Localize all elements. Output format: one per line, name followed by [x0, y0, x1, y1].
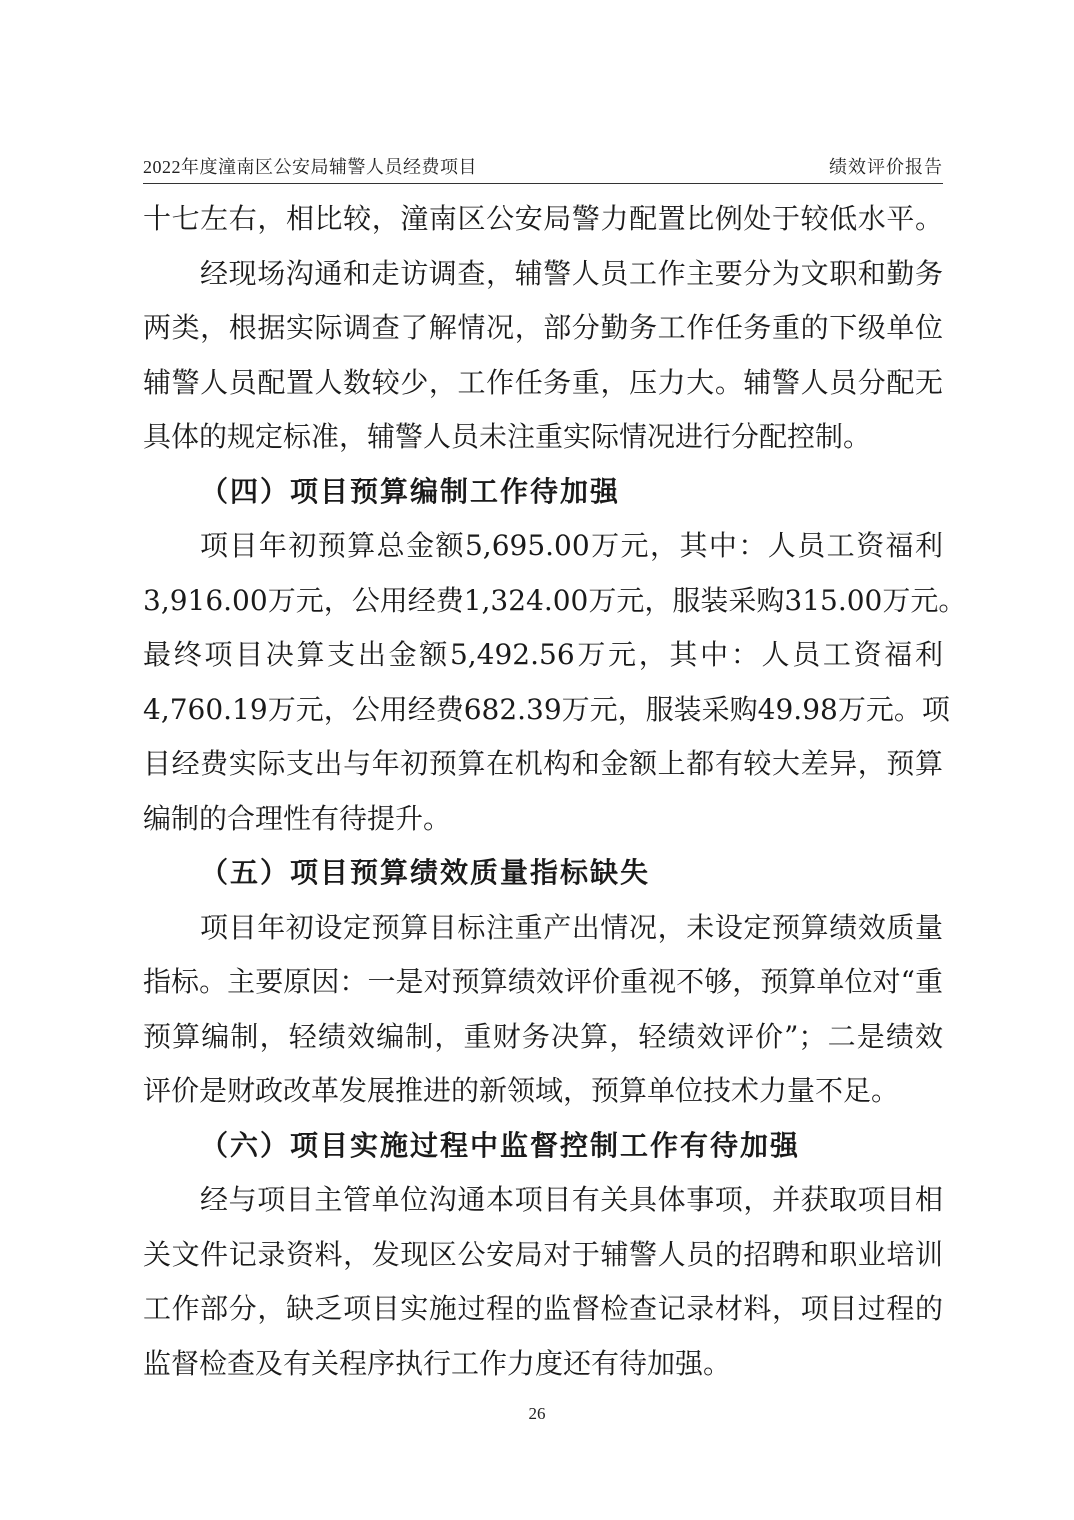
text-line: 项目年初设定预算目标注重产出情况，未设定预算绩效质量: [200, 910, 943, 944]
section-heading-4: （四）项目预算编制工作待加强: [200, 474, 621, 508]
text-line: 评价是财政改革发展推进的新领域，预算单位技术力量不足。: [143, 1074, 900, 1107]
text-line: 编制的合理性有待提升。: [143, 801, 452, 835]
text-line: 工作部分，缺乏项目实施过程的监督检查记录材料，项目过程的: [143, 1292, 943, 1325]
text-line: 十七左右，相比较，潼南区公安局警力配置比例处于较低水平。: [143, 202, 943, 235]
text-line: 辅警人员配置人数较少，工作任务重，压力大。辅警人员分配无: [143, 365, 943, 399]
section-heading-6: （六）项目实施过程中监督控制工作有待加强: [200, 1128, 801, 1162]
text-line: 指标。主要原因：一是对预算绩效评价重视不够，预算单位对“重: [143, 965, 943, 998]
text-line: 关文件记录资料，发现区公安局对于辅警人员的招聘和职业培训: [143, 1237, 943, 1271]
body-text: [143, 192, 967, 1391]
page-number: 26: [528, 1404, 546, 1423]
text-line: 最终项目决算支出金额5,492.56万元，其中：人员工资福利: [143, 638, 943, 671]
running-header: [143, 153, 943, 185]
header-report-type: 绩效评价报告: [829, 157, 943, 177]
text-line: 预算编制，轻绩效编制，重财务决算，轻绩效评价”；二是绩效: [143, 1019, 943, 1053]
header-divider: [143, 183, 943, 184]
text-line: 4,760.19万元，公用经费682.39万元，服装采购49.98万元。项: [143, 692, 950, 726]
section-heading-5: （五）项目预算绩效质量指标缺失: [200, 856, 651, 889]
text-line: 3,916.00万元，公用经费1,324.00万元，服装采购315.00万元。: [143, 583, 967, 617]
text-line: 目经费实际支出与年初预算在机构和金额上都有较大差异，预算: [143, 747, 943, 780]
text-line: 经现场沟通和走访调查，辅警人员工作主要分为文职和勤务: [200, 256, 943, 290]
text-line: 项目年初预算总金额5,695.00万元，其中：人员工资福利: [200, 529, 943, 562]
text-line: 监督检查及有关程序执行工作力度还有待加强。: [143, 1346, 732, 1380]
text-line: 具体的规定标准，辅警人员未注重实际情况进行分配控制。: [143, 420, 872, 453]
text-line: 两类，根据实际调查了解情况，部分勤务工作任务重的下级单位: [143, 311, 943, 344]
text-line: 经与项目主管单位沟通本项目有关具体事项，并获取项目相: [200, 1183, 943, 1216]
header-title: 2022年度潼南区公安局辅警人员经费项目: [143, 157, 477, 177]
